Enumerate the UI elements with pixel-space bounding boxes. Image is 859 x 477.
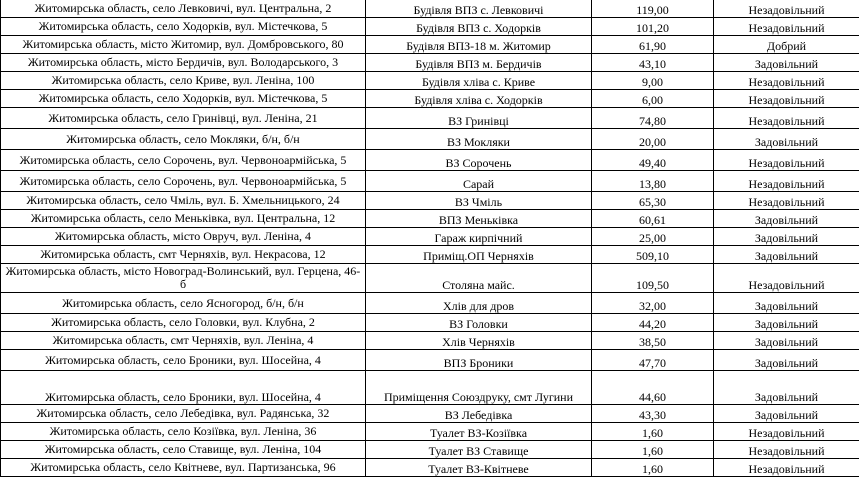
table-row <box>1 228 859 246</box>
table-row <box>1 18 859 36</box>
building-cell: ВЗ Головки <box>366 314 592 332</box>
address-cell: Житомирська область, село Левковичі, вул. Центральна, 2 <box>1 0 366 18</box>
area-cell: 1,60 <box>592 441 714 459</box>
table-row <box>1 129 859 150</box>
address-cell: Житомирська область, село Лебедівка, вул. Радянська, 32 <box>1 405 366 423</box>
address-cell: Житомирська область, село Ясногород, б/н, б/н <box>1 293 366 314</box>
table-row <box>1 150 859 171</box>
table-row <box>1 90 859 108</box>
address-cell: Житомирська область, село Мокляки, б/н, б/н <box>1 129 366 150</box>
address-cell: Житомирська область, село Криве, вул. Леніна, 100 <box>1 72 366 90</box>
building-cell: Будівля хліва с. Криве <box>366 72 592 90</box>
table-row <box>1 459 859 477</box>
table-row <box>1 210 859 228</box>
condition-cell: Незадовільний <box>714 423 859 441</box>
condition-cell: Незадовільний <box>714 150 859 171</box>
condition-cell: Незадовільний <box>714 171 859 192</box>
building-cell: Столяна майс. <box>366 264 592 293</box>
building-cell: Сарай <box>366 171 592 192</box>
address-cell: Житомирська область, село Сорочень, вул. Червоноармійська, 5 <box>1 171 366 192</box>
building-cell: Будівля ВПЗ с. Левковичі <box>366 0 592 18</box>
condition-cell: Задовільний <box>714 54 859 72</box>
address-cell: Житомирська область, село Головки, вул. Клубна, 2 <box>1 314 366 332</box>
address-cell: Житомирська область, село Ставище, вул. Леніна, 104 <box>1 441 366 459</box>
building-cell: ВПЗ Броники <box>366 350 592 371</box>
condition-cell: Незадовільний <box>714 264 859 293</box>
area-cell: 60,61 <box>592 210 714 228</box>
area-cell: 47,70 <box>592 350 714 371</box>
table-row <box>1 405 859 423</box>
building-cell: ВЗ Сорочень <box>366 150 592 171</box>
condition-cell: Задовільний <box>714 210 859 228</box>
area-cell: 1,60 <box>592 423 714 441</box>
building-cell: Приміщ.ОП Черняхів <box>366 246 592 264</box>
condition-cell: Незадовільний <box>714 72 859 90</box>
address-cell: Житомирська область, село Броники, вул. Шосейна, 4 <box>1 350 366 371</box>
property-table-body <box>1 0 859 477</box>
building-cell: Хлів Черняхів <box>366 332 592 350</box>
address-cell: Житомирська область, смт Черняхів, вул. Некрасова, 12 <box>1 246 366 264</box>
building-cell: Туалет ВЗ-Козіївка <box>366 423 592 441</box>
address-cell: Житомирська область, місто Бердичів, вул. Володарського, 3 <box>1 54 366 72</box>
area-cell: 44,60 <box>592 371 714 405</box>
area-cell: 38,50 <box>592 332 714 350</box>
building-cell: ВПЗ Меньківка <box>366 210 592 228</box>
address-cell: Житомирська область, село Меньківка, вул. Центральна, 12 <box>1 210 366 228</box>
table-row <box>1 314 859 332</box>
area-cell: 13,80 <box>592 171 714 192</box>
area-cell: 9,00 <box>592 72 714 90</box>
condition-cell: Задовільний <box>714 228 859 246</box>
area-cell: 25,00 <box>592 228 714 246</box>
building-cell: Гараж кирпічний <box>366 228 592 246</box>
area-cell: 43,30 <box>592 405 714 423</box>
address-cell: Житомирська область, село Козіївка, вул. Леніна, 36 <box>1 423 366 441</box>
building-cell: ВЗ Гринівці <box>366 108 592 129</box>
table-row <box>1 0 859 18</box>
area-cell: 43,10 <box>592 54 714 72</box>
table-row <box>1 54 859 72</box>
area-cell: 44,20 <box>592 314 714 332</box>
area-cell: 109,50 <box>592 264 714 293</box>
area-cell: 20,00 <box>592 129 714 150</box>
area-cell: 65,30 <box>592 192 714 210</box>
table-row <box>1 350 859 371</box>
table-row <box>1 371 859 405</box>
condition-cell: Задовільний <box>714 293 859 314</box>
building-cell: ВЗ Лебедівка <box>366 405 592 423</box>
condition-cell: Задовільний <box>714 332 859 350</box>
condition-cell: Задовільний <box>714 246 859 264</box>
building-cell: ВЗ Чміль <box>366 192 592 210</box>
building-cell: ВЗ Мокляки <box>366 129 592 150</box>
building-cell: Приміщення Союздруку, смт Лугини <box>366 371 592 405</box>
condition-cell: Незадовільний <box>714 0 859 18</box>
condition-cell: Задовільний <box>714 314 859 332</box>
building-cell: Будівля ВПЗ-18 м. Житомир <box>366 36 592 54</box>
condition-cell: Задовільний <box>714 129 859 150</box>
condition-cell: Незадовільний <box>714 192 859 210</box>
condition-cell: Незадовільний <box>714 18 859 36</box>
table-row <box>1 293 859 314</box>
table-row <box>1 264 859 293</box>
address-cell: Житомирська область, смт Черняхів, вул. Леніна, 4 <box>1 332 366 350</box>
address-cell: Житомирська область, село Ходорків, вул. Містечкова, 5 <box>1 18 366 36</box>
condition-cell: Незадовільний <box>714 108 859 129</box>
address-cell: Житомирська область, село Сорочень, вул. Червоноармійська, 5 <box>1 150 366 171</box>
condition-cell: Задовільний <box>714 371 859 405</box>
building-cell: Будівля хліва с. Ходорків <box>366 90 592 108</box>
table-row <box>1 36 859 54</box>
area-cell: 509,10 <box>592 246 714 264</box>
table-row <box>1 423 859 441</box>
table-row <box>1 246 859 264</box>
address-cell: Житомирська область, село Чміль, вул. Б. Хмельницького, 24 <box>1 192 366 210</box>
address-cell: Житомирська область, село Броники, вул. Шосейна, 4 <box>1 371 366 405</box>
condition-cell: Задовільний <box>714 350 859 371</box>
table-row <box>1 72 859 90</box>
building-cell: Туалет ВЗ Ставище <box>366 441 592 459</box>
area-cell: 101,20 <box>592 18 714 36</box>
condition-cell: Незадовільний <box>714 90 859 108</box>
area-cell: 6,00 <box>592 90 714 108</box>
condition-cell: Задовільний <box>714 405 859 423</box>
address-cell: Житомирська область, село Гринівці, вул. Леніна, 21 <box>1 108 366 129</box>
condition-cell: Незадовільний <box>714 459 859 477</box>
area-cell: 32,00 <box>592 293 714 314</box>
building-cell: Хлів для дров <box>366 293 592 314</box>
area-cell: 74,80 <box>592 108 714 129</box>
area-cell: 119,00 <box>592 0 714 18</box>
address-cell: Житомирська область, село Ходорків, вул. Містечкова, 5 <box>1 90 366 108</box>
area-cell: 49,40 <box>592 150 714 171</box>
address-cell: Житомирська область, місто Овруч, вул. Леніна, 4 <box>1 228 366 246</box>
table-row <box>1 171 859 192</box>
building-cell: Туалет ВЗ-Квітневе <box>366 459 592 477</box>
building-cell: Будівля ВПЗ м. Бердичів <box>366 54 592 72</box>
condition-cell: Добрий <box>714 36 859 54</box>
table-row <box>1 108 859 129</box>
condition-cell: Незадовільний <box>714 441 859 459</box>
table-row <box>1 332 859 350</box>
area-cell: 1,60 <box>592 459 714 477</box>
table-row <box>1 192 859 210</box>
address-cell: Житомирська область, місто Новоград-Волинський, вул. Герцена, 46-б <box>1 264 366 293</box>
address-cell: Житомирська область, місто Житомир, вул. Домбровського, 80 <box>1 36 366 54</box>
building-cell: Будівля ВПЗ с. Ходорків <box>366 18 592 36</box>
table-row <box>1 441 859 459</box>
area-cell: 61,90 <box>592 36 714 54</box>
address-cell: Житомирська область, село Квітневе, вул. Партизанська, 96 <box>1 459 366 477</box>
